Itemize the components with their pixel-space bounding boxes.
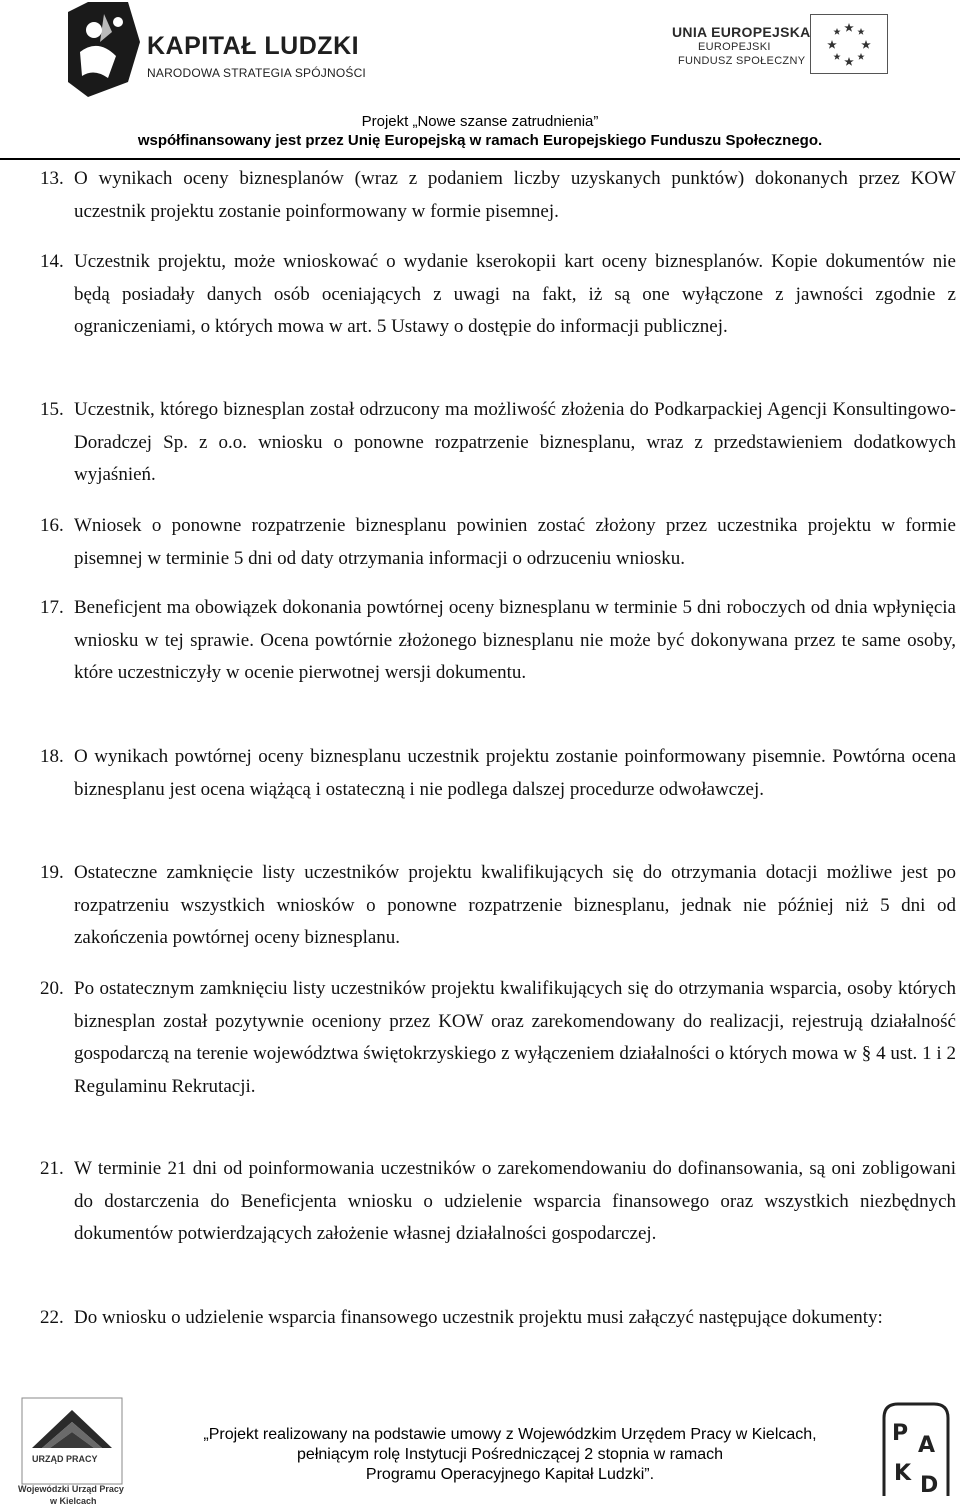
project-title: Projekt „Nowe szanse zatrudnienia” <box>361 113 599 130</box>
svg-text:P: P <box>892 1421 909 1446</box>
list-item <box>40 394 956 492</box>
header-divider <box>0 158 960 160</box>
ue-fund-line1: EUROPEJSKI <box>698 41 771 53</box>
item-text: Ostateczne zamknięcie listy uczestników projektu kwalifikujących się do otrzymania dotacji możliwe jest po rozpatrzeniu wszystkich wniosków o ponowne rozpatrzenie biznesplanu, jednak nie później niż 5 dni od zakończenia powtórnej oceny biznesplanu. <box>74 862 956 949</box>
cofinancing-note: współfinansowany jest przez Unię Europejską w ramach Europejskiego Funduszu Społecznego. <box>137 132 823 149</box>
kapital-ludzki-subtitle: NARODOWA STRATEGIA SPÓJNOŚCI <box>147 66 366 80</box>
item-text: Wniosek o ponowne rozpatrzenie biznesplanu powinien zostać złożony przez uczestnika projektu w formie pisemnej w terminie 5 dni od daty otrzymania informacji o odrzuceniu wniosku. <box>74 515 956 569</box>
wup-label: URZĄD PRACY <box>32 1454 98 1464</box>
item-text: W terminie 21 dni od poinformowania uczestników o zarekomendowaniu do dofinansowania, są oni zobligowani do dostarczenia do Beneficjenta wniosku o udzielenie wsparcia finansowego oraz wszystkich niezbędnych dokumentów potwierdzających założenie własnej działalności gospodarczej. <box>74 1158 956 1245</box>
wup-name-line2: w Kielcach <box>50 1496 97 1506</box>
item-number: 21. <box>40 1158 64 1179</box>
page-header <box>0 0 960 162</box>
list-item <box>40 246 956 344</box>
item-number: 17. <box>40 597 64 618</box>
item-number: 20. <box>40 978 64 999</box>
svg-text:D: D <box>920 1473 939 1498</box>
list-item <box>40 510 956 575</box>
item-text: Beneficjent ma obowiązek dokonania powtórnej oceny biznesplanu w terminie 5 dni roboczych od dnia wpłynięcia wniosku w tej sprawie. Ocena powtórnie złożonego biznesplanu nie może być dokonywana przez te same osoby, które uczestniczyły w ocenie pierwotnej wersji dokumentu. <box>74 597 956 684</box>
list-item <box>40 163 956 228</box>
item-text: Uczestnik, którego biznesplan został odrzucony ma możliwość złożenia do Podkarpackiej Agencji Konsultingowo-Doradczej Sp. z o.o. wniosku o ponowne rozpatrzenie biznesplanu, wraz z przedstawieniem dodatkowych wyjaśnień. <box>74 399 956 486</box>
eu-flag-icon <box>810 14 888 74</box>
item-number: 19. <box>40 862 64 883</box>
item-number: 15. <box>40 399 64 420</box>
kapital-ludzki-title: KAPITAŁ LUDZKI <box>147 32 360 60</box>
svg-text:K: K <box>894 1461 912 1486</box>
item-text: Do wniosku o udzielenie wsparcia finansowego uczestnik projektu musi załączyć następujące dokumenty: <box>74 1307 883 1328</box>
footer-line-3: Programu Operacyjnego Kapitał Ludzki”. <box>365 1466 655 1483</box>
ue-title: UNIA EUROPEJSKA <box>672 24 811 40</box>
item-text: Uczestnik projektu, może wnioskować o wydanie kserokopii kart oceny biznesplanów. Kopie dokumentów nie będą posiadały danych osób oceniających z uwagi na fakt, iż są one wyłączone z jawności zgodnie z ograniczeniami, o których mowa w art. 5 Ustawy o dostępie do informacji publicznej. <box>74 251 956 338</box>
list-item <box>40 973 956 1103</box>
item-number: 13. <box>40 168 64 189</box>
footer-line-2: pełniącym rolę Instytucji Pośredniczącej 2 stopnia w ramach <box>297 1446 723 1463</box>
item-text: O wynikach oceny biznesplanów (wraz z podaniem liczby uzyskanych punktów) dokonanych przez KOW uczestnik projektu zostanie poinformowany w formie pisemnej. <box>74 168 956 222</box>
list-item <box>40 1153 956 1251</box>
item-number: 14. <box>40 251 64 272</box>
list-item <box>40 592 956 690</box>
ue-fund-line2: FUNDUSZ SPOŁECZNY <box>678 55 806 67</box>
item-text: Po ostatecznym zamknięciu listy uczestników projektu kwalifikujących się do otrzymania wsparcia, osoby których biznesplan został pozytywnie oceniony przez KOW oraz zarekomendowany do realizacji, rejestrują działalność gospodarczą na terenie województwa świętokrzyskiego z wyłączeniem działalności o których mowa w § 4 ust. 1 i 2 Regulaminu Rekrutacji. <box>74 978 956 1097</box>
item-number: 22. <box>40 1307 64 1328</box>
list-item <box>40 741 956 806</box>
wup-name-line1: Wojewódzki Urząd Pracy <box>18 1484 124 1494</box>
pakd-logo-icon <box>874 1396 958 1508</box>
item-text: O wynikach powtórnej oceny biznesplanu uczestnik projektu zostanie poinformowany pisemnie. Powtórna ocena biznesplanu jest ocena wiążącą i ostateczną i nie podlega dalszej procedurze odwoławczej. <box>74 746 956 800</box>
list-item <box>40 857 956 955</box>
list-item <box>40 1302 956 1335</box>
item-number: 16. <box>40 515 64 536</box>
item-number: 18. <box>40 746 64 767</box>
footer-line-1: „Projekt realizowany na podstawie umowy z Wojewódzkim Urzędem Pracy w Kielcach, <box>203 1426 817 1443</box>
svg-text:A: A <box>918 1433 936 1458</box>
page-footer <box>0 1392 960 1512</box>
